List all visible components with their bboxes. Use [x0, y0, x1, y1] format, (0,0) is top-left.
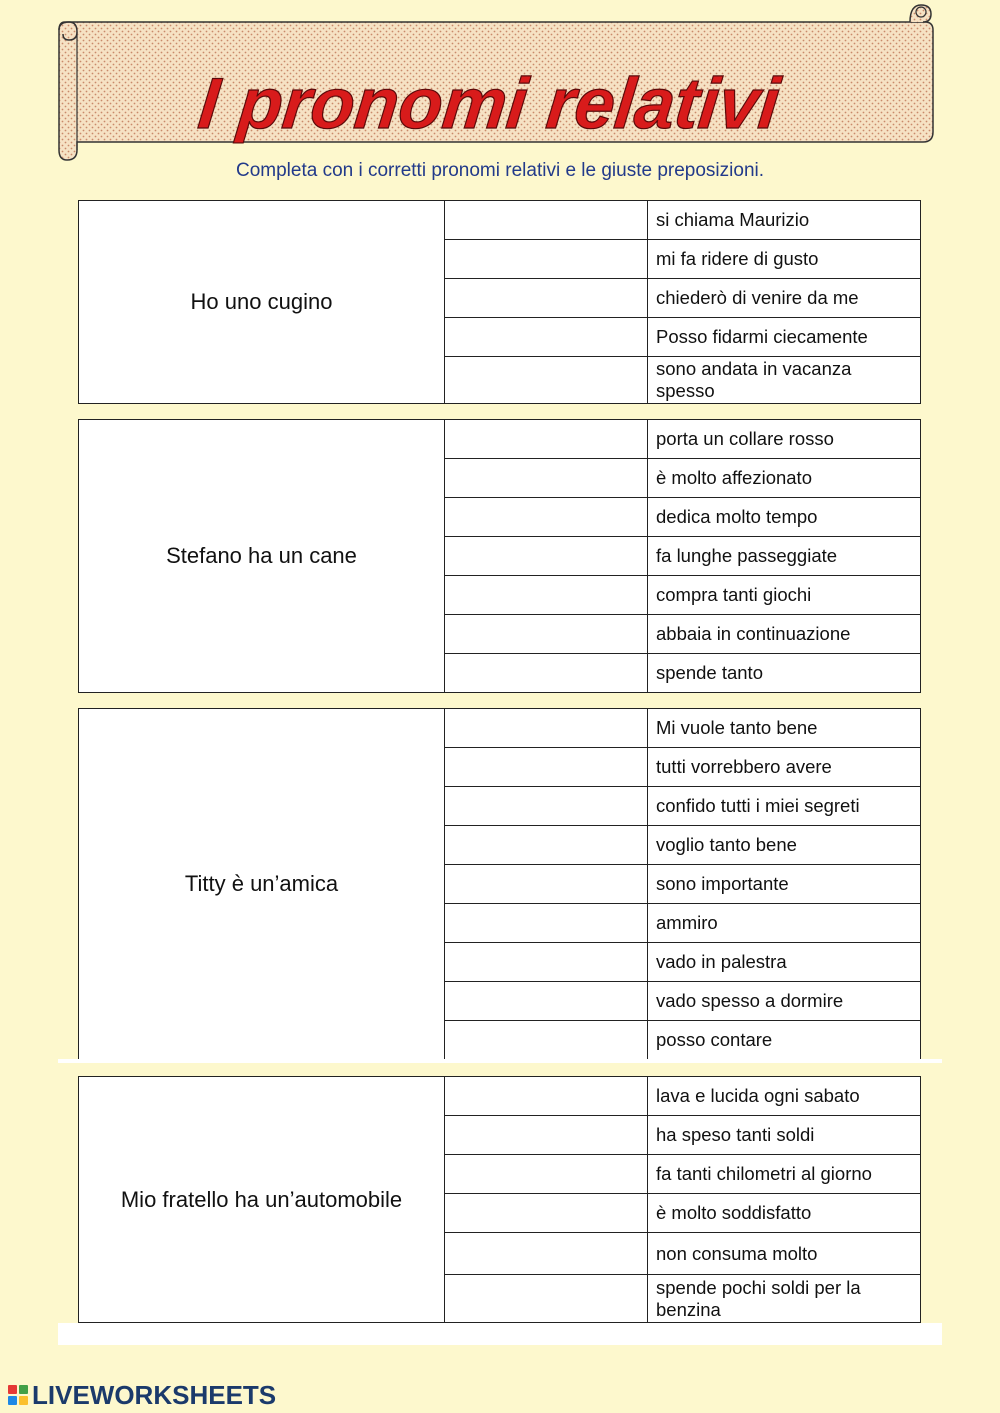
ending-cell: compra tanti giochi	[648, 576, 921, 615]
main-clause: Stefano ha un cane	[79, 420, 445, 693]
answer-blank[interactable]	[445, 654, 648, 693]
answer-blank[interactable]	[445, 1194, 648, 1233]
answer-blank[interactable]	[445, 982, 648, 1021]
ending-cell: vado in palestra	[648, 943, 921, 982]
exercise-table-3	[78, 708, 921, 1060]
divider-strip	[58, 1059, 942, 1063]
ending-cell: abbaia in continuazione	[648, 615, 921, 654]
footer-logo[interactable]	[8, 1380, 276, 1410]
ending-cell: ha speso tanti soldi	[648, 1116, 921, 1155]
exercise-table-1	[78, 200, 921, 404]
instruction-text: Completa con i corretti pronomi relativi e le giuste preposizioni.	[235, 160, 765, 181]
answer-blank[interactable]	[445, 201, 648, 240]
answer-blank[interactable]	[445, 537, 648, 576]
ending-cell: sono importante	[648, 865, 921, 904]
ending-cell: vado spesso a dormire	[648, 982, 921, 1021]
answer-blank[interactable]	[445, 787, 648, 826]
answer-blank[interactable]	[445, 1116, 648, 1155]
exercise-table-4	[78, 1076, 921, 1323]
ending-cell: chiederò di venire da me	[648, 279, 921, 318]
main-clause: Ho uno cugino	[79, 201, 445, 404]
answer-blank[interactable]	[445, 279, 648, 318]
answer-blank[interactable]	[445, 1077, 648, 1116]
bottom-strip	[58, 1323, 942, 1345]
ending-cell: Posso fidarmi ciecamente	[648, 318, 921, 357]
ending-cell: lava e lucida ogni sabato	[648, 1077, 921, 1116]
answer-blank[interactable]	[445, 943, 648, 982]
ending-cell: mi fa ridere di gusto	[648, 240, 921, 279]
ending-cell: è molto soddisfatto	[648, 1194, 921, 1233]
ending-cell: sono andata in vacanza spesso	[648, 357, 921, 404]
ending-cell: spende pochi soldi per la benzina	[648, 1275, 921, 1323]
logo-icon	[8, 1385, 28, 1405]
answer-blank[interactable]	[445, 1233, 648, 1275]
title-banner	[55, 0, 945, 165]
answer-blank[interactable]	[445, 865, 648, 904]
ending-cell: fa tanti chilometri al giorno	[648, 1155, 921, 1194]
answer-blank[interactable]	[445, 498, 648, 537]
answer-blank[interactable]	[445, 615, 648, 654]
answer-blank[interactable]	[445, 576, 648, 615]
answer-blank[interactable]	[445, 420, 648, 459]
logo-text: LIVEWORKSHEETS	[32, 1379, 277, 1410]
ending-cell: confido tutti i miei segreti	[648, 787, 921, 826]
ending-cell: è molto affezionato	[648, 459, 921, 498]
main-clause: Mio fratello ha un’automobile	[79, 1077, 445, 1323]
answer-blank[interactable]	[445, 318, 648, 357]
answer-blank[interactable]	[445, 826, 648, 865]
page-title: I pronomi relativi	[194, 64, 784, 144]
main-clause: Titty è un’amica	[79, 709, 445, 1060]
ending-cell: dedica molto tempo	[648, 498, 921, 537]
ending-cell: porta un collare rosso	[648, 420, 921, 459]
ending-cell: posso contare	[648, 1021, 921, 1060]
answer-blank[interactable]	[445, 1155, 648, 1194]
ending-cell: non consuma molto	[648, 1233, 921, 1275]
ending-cell: ammiro	[648, 904, 921, 943]
ending-cell: Mi vuole tanto bene	[648, 709, 921, 748]
ending-cell: voglio tanto bene	[648, 826, 921, 865]
exercise-table-2	[78, 419, 921, 693]
answer-blank[interactable]	[445, 357, 648, 404]
ending-cell: si chiama Maurizio	[648, 201, 921, 240]
answer-blank[interactable]	[445, 904, 648, 943]
answer-blank[interactable]	[445, 459, 648, 498]
answer-blank[interactable]	[445, 1021, 648, 1060]
ending-cell: spende tanto	[648, 654, 921, 693]
answer-blank[interactable]	[445, 709, 648, 748]
answer-blank[interactable]	[445, 1275, 648, 1323]
ending-cell: tutti vorrebbero avere	[648, 748, 921, 787]
ending-cell: fa lunghe passeggiate	[648, 537, 921, 576]
answer-blank[interactable]	[445, 748, 648, 787]
answer-blank[interactable]	[445, 240, 648, 279]
